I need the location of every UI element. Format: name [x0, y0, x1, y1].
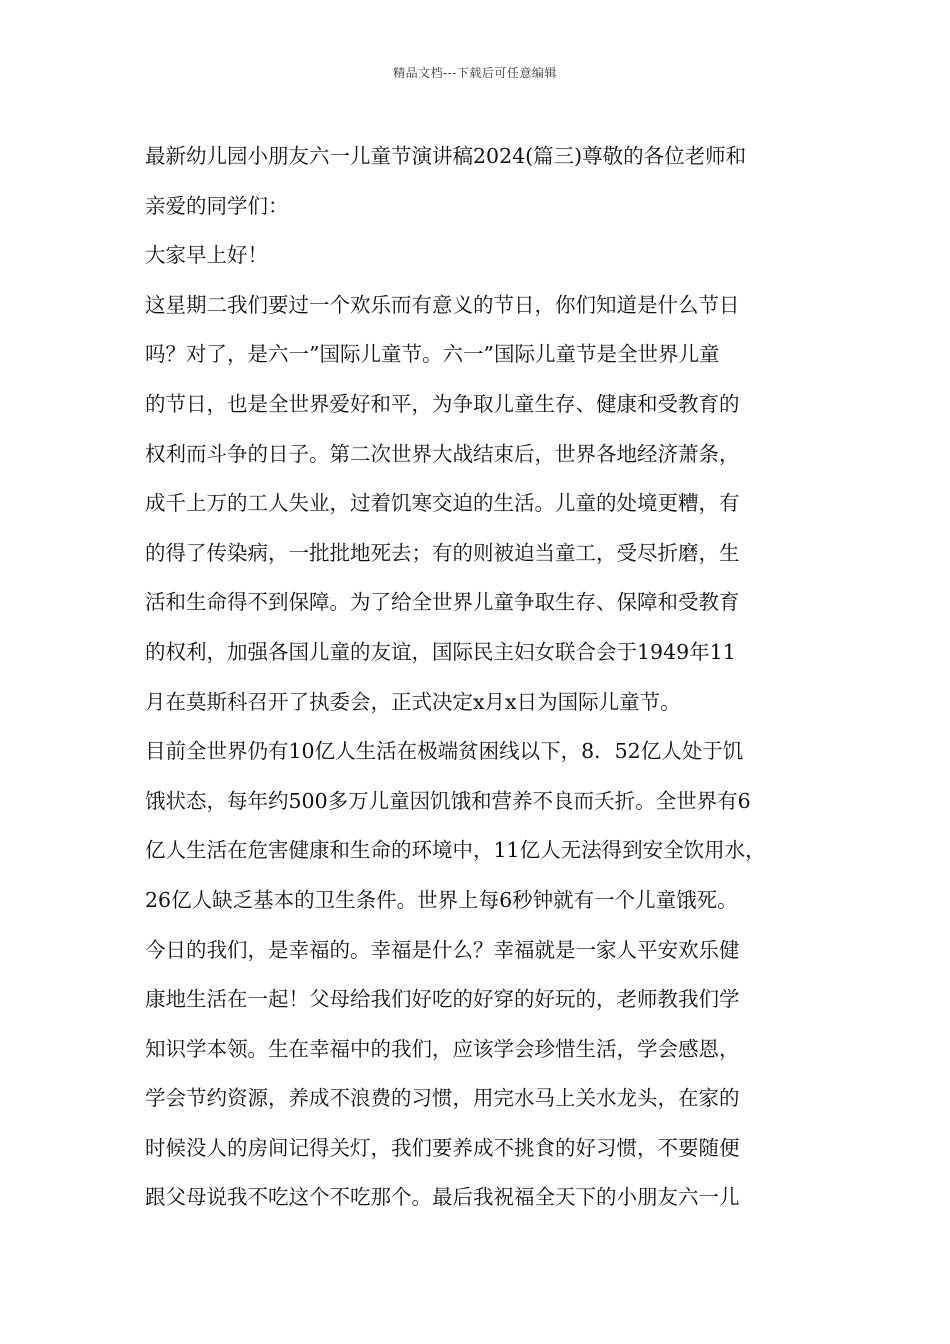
text-line: 知识学本领。生在幸福中的我们，应该学会珍惜生活，学会感恩， — [145, 1036, 740, 1061]
text-line: 权利而斗争的日子。第二次世界大战结束后，世界各地经济萧条， — [145, 441, 740, 466]
text-line: 月在莫斯科召开了执委会，正式决定x月x日为国际儿童节。 — [145, 689, 681, 714]
page-header: 精品文档---下载后可任意编辑 — [393, 66, 557, 80]
text-line: 学会节约资源，养成不浪费的习惯，用完水马上关水龙头，在家的 — [145, 1086, 740, 1111]
text-line: 时候没人的房间记得关灯，我们要养成不挑食的好习惯，不要随便 — [145, 1135, 740, 1160]
text-line: 的节日，也是全世界爱好和平，为争取儿童生存、健康和受教育的 — [145, 391, 740, 416]
text-line: 26亿人缺乏基本的卫生条件。世界上每6秒钟就有一个儿童饿死。 — [145, 887, 738, 912]
text-line: 吗？对了，是六一”国际儿童节。六一”国际儿童节是全世界儿童 — [145, 342, 720, 367]
document-body — [145, 132, 810, 1223]
text-line: 这星期二我们要过一个欢乐而有意义的节日，你们知道是什么节日 — [145, 292, 740, 317]
text-line: 饿状态，每年约500多万儿童因饥饿和营养不良而夭折。全世界有6 — [145, 788, 751, 813]
text-line: 跟父母说我不吃这个不吃那个。最后我祝福全天下的小朋友六一儿 — [145, 1185, 740, 1210]
text-line: 康地生活在一起！父母给我们好吃的好穿的好玩的，老师教我们学 — [145, 987, 740, 1012]
text-line: 成千上万的工人失业，过着饥寒交迫的生活。儿童的处境更糟，有 — [145, 491, 740, 516]
text-line: 亲爱的同学们： — [145, 193, 289, 218]
text-line: 亿人生活在危害健康和生命的环境中，11亿人无法得到安全饮用水， — [145, 838, 766, 863]
text-line: 的得了传染病，一批批地死去；有的则被迫当童工，受尽折磨，生 — [145, 540, 740, 565]
text-line: 今日的我们，是幸福的。幸福是什么？幸福就是一家人平安欢乐健 — [145, 937, 740, 962]
text-line: 目前全世界仍有10亿人生活在极端贫困线以下，8．52亿人处于饥 — [145, 739, 744, 764]
text-line: 的权利，加强各国儿童的友谊，国际民主妇女联合会于1949年11 — [145, 639, 736, 664]
text-line: 最新幼儿园小朋友六一儿童节演讲稿2024(篇三)尊敬的各位老师和 — [145, 144, 747, 168]
text-line: 大家早上好！ — [145, 243, 268, 268]
text-line: 活和生命得不到保障。为了给全世界儿童争取生存、保障和受教育 — [145, 590, 740, 615]
